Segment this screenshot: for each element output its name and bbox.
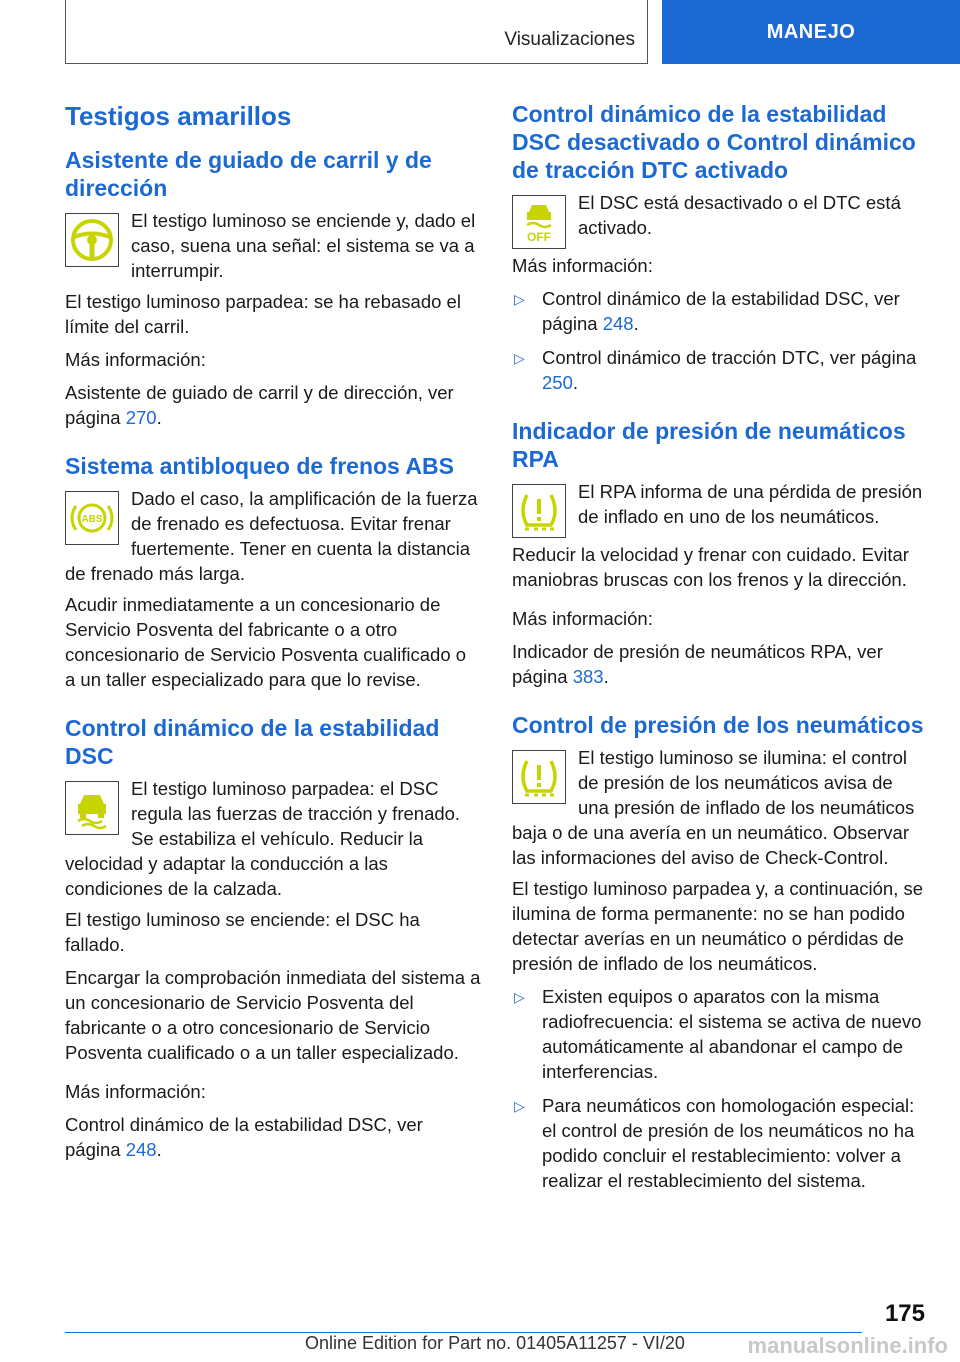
svg-text:OFF: OFF <box>527 230 551 244</box>
dsc-off-icon <box>512 195 566 249</box>
svg-text:ABS: ABS <box>81 514 103 525</box>
page-number: 175 <box>884 1300 925 1327</box>
triangle-bullet-icon: ▷ <box>514 1098 525 1114</box>
dsc-off-heading: Control dinámico de la estabilidad DSC desactivado o Control dinámico de tracción DTC activado <box>512 101 916 183</box>
dsc-more-label: Más información: <box>65 1081 206 1102</box>
tpm-heading: Control de presión de los neumáticos <box>512 712 924 738</box>
abs-text-1: Dado el caso, la amplificación de la fuerza de frenado es defectuosa. Evitar frenar fuertemente. Tener en cuenta la distancia de frenado más larga. <box>65 488 478 584</box>
tpm-list <box>512 984 928 1193</box>
lane-assist-indicator <box>65 208 481 289</box>
left-column <box>65 100 481 1170</box>
footer-edition: Online Edition for Part no. 01405A11257 - VI/20 <box>305 1333 685 1353</box>
steering-wheel-icon <box>65 213 119 267</box>
rpa-more-label: Más información: <box>512 608 653 629</box>
header-chapter-label: MANEJO <box>766 20 856 43</box>
rpa-indicator <box>512 479 928 542</box>
dsc-off-text-1: El DSC está desactivado o el DTC está activado. <box>578 192 901 238</box>
triangle-bullet-icon: ▷ <box>514 291 525 307</box>
abs-icon <box>65 491 119 545</box>
rpa-text-2: Reducir la velocidad y frenar con cuidado. Evitar maniobras bruscas con los frenos y la dirección. <box>512 544 909 590</box>
dsc-off-indicator <box>512 190 928 253</box>
dsc-text-2: El testigo luminoso se enciende: el DSC ha fallado. <box>65 909 420 955</box>
footer-watermark: manualsonline.info <box>747 1333 948 1358</box>
page-title: Testigos amarillos <box>65 101 292 131</box>
rpa-reference: Indicador de presión de neumáticos RPA, ver página 383. <box>512 641 883 687</box>
tire-pressure-icon <box>512 484 566 538</box>
lane-assist-text-1: El testigo luminoso se enciende y, dado el caso, suena una señal: el sistema se va a interrumpir. <box>131 210 476 281</box>
list-item: ▷ Para neumáticos con homologación especial: el control de presión de los neumáticos no ha podido concluir el restablecimiento: volver a realizar el restablecimiento del sistema. <box>514 1095 915 1191</box>
tpm-text-2: El testigo luminoso parpadea y, a continuación, se ilumina de forma permanente: no se han podido detectar averías en un neumático o pérdidas de presión de inflado de los neumáticos. <box>512 878 924 974</box>
page-link-383[interactable]: 383 <box>572 666 604 687</box>
abs-indicator <box>65 486 481 592</box>
dsc-off-more-label: Más información: <box>512 255 653 276</box>
right-column <box>512 100 928 1202</box>
dsc-reference: Control dinámico de la estabilidad DSC, ver página 248. <box>65 1114 423 1160</box>
rpa-text-1: El RPA informa de una pérdida de presión de inflado en uno de los neumáticos. <box>578 481 923 527</box>
header-section-box <box>65 0 648 64</box>
abs-heading: Sistema antibloqueo de frenos ABS <box>65 453 454 479</box>
lane-assist-text-2: El testigo luminoso parpadea: se ha rebasado el límite del carril. <box>65 291 461 337</box>
lane-assist-heading: Asistente de guiado de carril y de dirección <box>65 147 432 201</box>
list-item: ▷ Control dinámico de la estabilidad DSC, ver página 248. <box>514 288 900 334</box>
rpa-heading: Indicador de presión de neumáticos RPA <box>512 418 906 472</box>
triangle-bullet-icon: ▷ <box>514 350 525 366</box>
dsc-heading: Control dinámico de la estabilidad DSC <box>65 715 440 769</box>
lane-assist-more-label: Más información: <box>65 349 206 370</box>
page-link-270[interactable]: 270 <box>125 407 157 428</box>
list-item: ▷ Control dinámico de tracción DTC, ver página 250. <box>514 347 917 393</box>
page-link-250[interactable]: 250 <box>542 372 573 393</box>
tpm-indicator <box>512 745 928 876</box>
dsc-text-3: Encargar la comprobación inmediata del sistema a un concesionario de Servicio Posventa del fabricante o a otro concesionario de Servicio Posventa cualificado o a un taller especializado. <box>65 967 481 1063</box>
lane-assist-reference: Asistente de guiado de carril y de dirección, ver página 270. <box>65 382 454 428</box>
page-link-248[interactable]: 248 <box>602 313 634 334</box>
header-chapter-tab[interactable] <box>662 0 960 64</box>
header-section-title: Visualizaciones <box>504 29 635 50</box>
dsc-off-reference-list <box>512 286 928 395</box>
dsc-icon <box>65 781 119 835</box>
tpm-text-1: El testigo luminoso se ilumina: el control de presión de los neumáticos avisa de una presión de inflado de los neumáticos baja o de una avería en un neumático. Observar las informaciones del aviso de Check-Control. <box>512 747 915 868</box>
dsc-text-1: El testigo luminoso parpadea: el DSC regula las fuerzas de tracción y frenado. Se estabiliza el vehículo. Reducir la velocidad y adaptar la conducción a las condiciones de la calzada. <box>65 778 461 899</box>
dsc-indicator <box>65 776 481 907</box>
tire-pressure-icon <box>512 750 566 804</box>
page-link-248[interactable]: 248 <box>125 1139 157 1160</box>
list-item: ▷ Existen equipos o aparatos con la misma radiofrecuencia: el sistema se activa de nuevo automáticamente al abandonar el campo de interferencias. <box>514 986 922 1082</box>
abs-text-2: Acudir inmediatamente a un concesionario de Servicio Posventa del fabricante o a otro concesionario de Servicio Posventa cualificado o a un taller especializado para que lo revise. <box>65 594 467 690</box>
triangle-bullet-icon: ▷ <box>514 989 525 1005</box>
